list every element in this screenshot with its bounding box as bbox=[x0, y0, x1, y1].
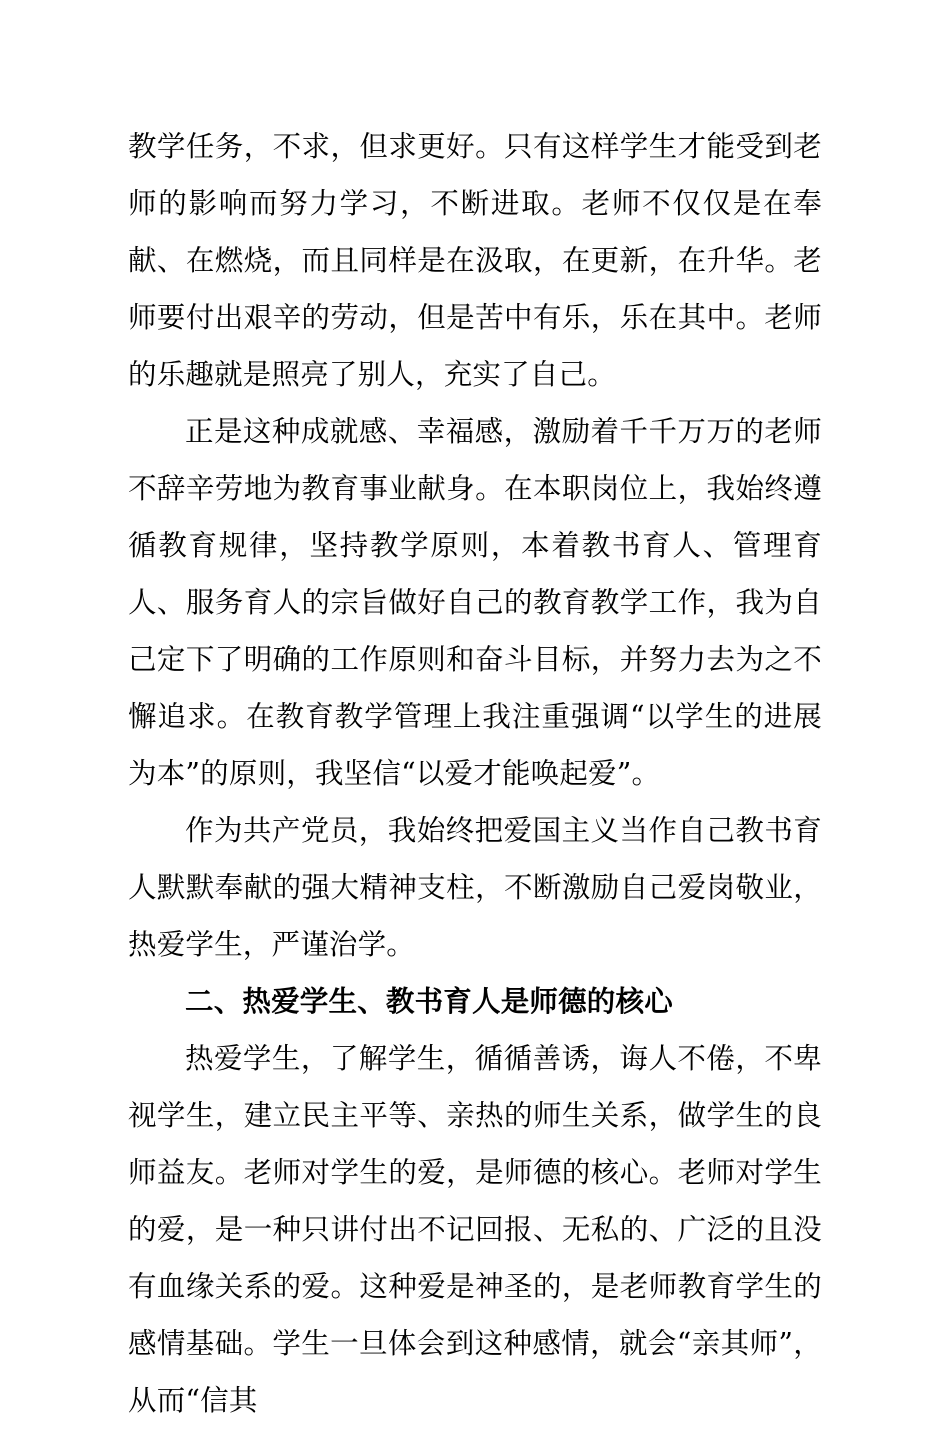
document-body bbox=[128, 118, 822, 1429]
paragraph-achievement: 正是这种成就感、幸福感，激励着千千万万的老师不辞辛劳地为教育事业献身。在本职岗位上，我始终遵循教育规律，坚持教学原则，本着教书育人、管理育人、服务育人的宗旨做好自己的教育教学工作，我为自己定下了明确的工作原则和奋斗目标，并努力去为之不懈追求。在教育教学管理上我注重强调“以学生的进展为本”的原则，我坚信“以爱才能唤起爱”。 bbox=[128, 415, 822, 790]
section-heading-two: 二、热爱学生、教书育人是师德的核心 bbox=[185, 984, 673, 1018]
paragraph-party-member: 作为共产党员，我始终把爱国主义当作自己教书育人默默奉献的强大精神支柱，不断激励自己爱岗敬业，热爱学生，严谨治学。 bbox=[128, 814, 822, 961]
paragraph-continued: 教学任务，不求，但求更好。只有这样学生才能受到老师的影响而努力学习，不断进取。老师不仅仅是在奉献、在燃烧，而且同样是在汲取，在更新，在升华。老师要付出艰辛的劳动，但是苦中有乐，乐在其中。老师的乐趣就是照亮了别人，充实了自己。 bbox=[128, 130, 822, 391]
paragraph-love-students: 热爱学生，了解学生，循循善诱，诲人不倦，不卑视学生，建立民主平等、亲热的师生关系，做学生的良师益友。老师对学生的爱，是师德的核心。老师对学生的爱，是一种只讲付出不记回报、无私的、广泛的且没有血缘关系的爱。这种爱是神圣的，是老师教育学生的感情基础。学生一旦体会到这种感情，就会“亲其师”，从而“信其 bbox=[128, 1042, 822, 1417]
